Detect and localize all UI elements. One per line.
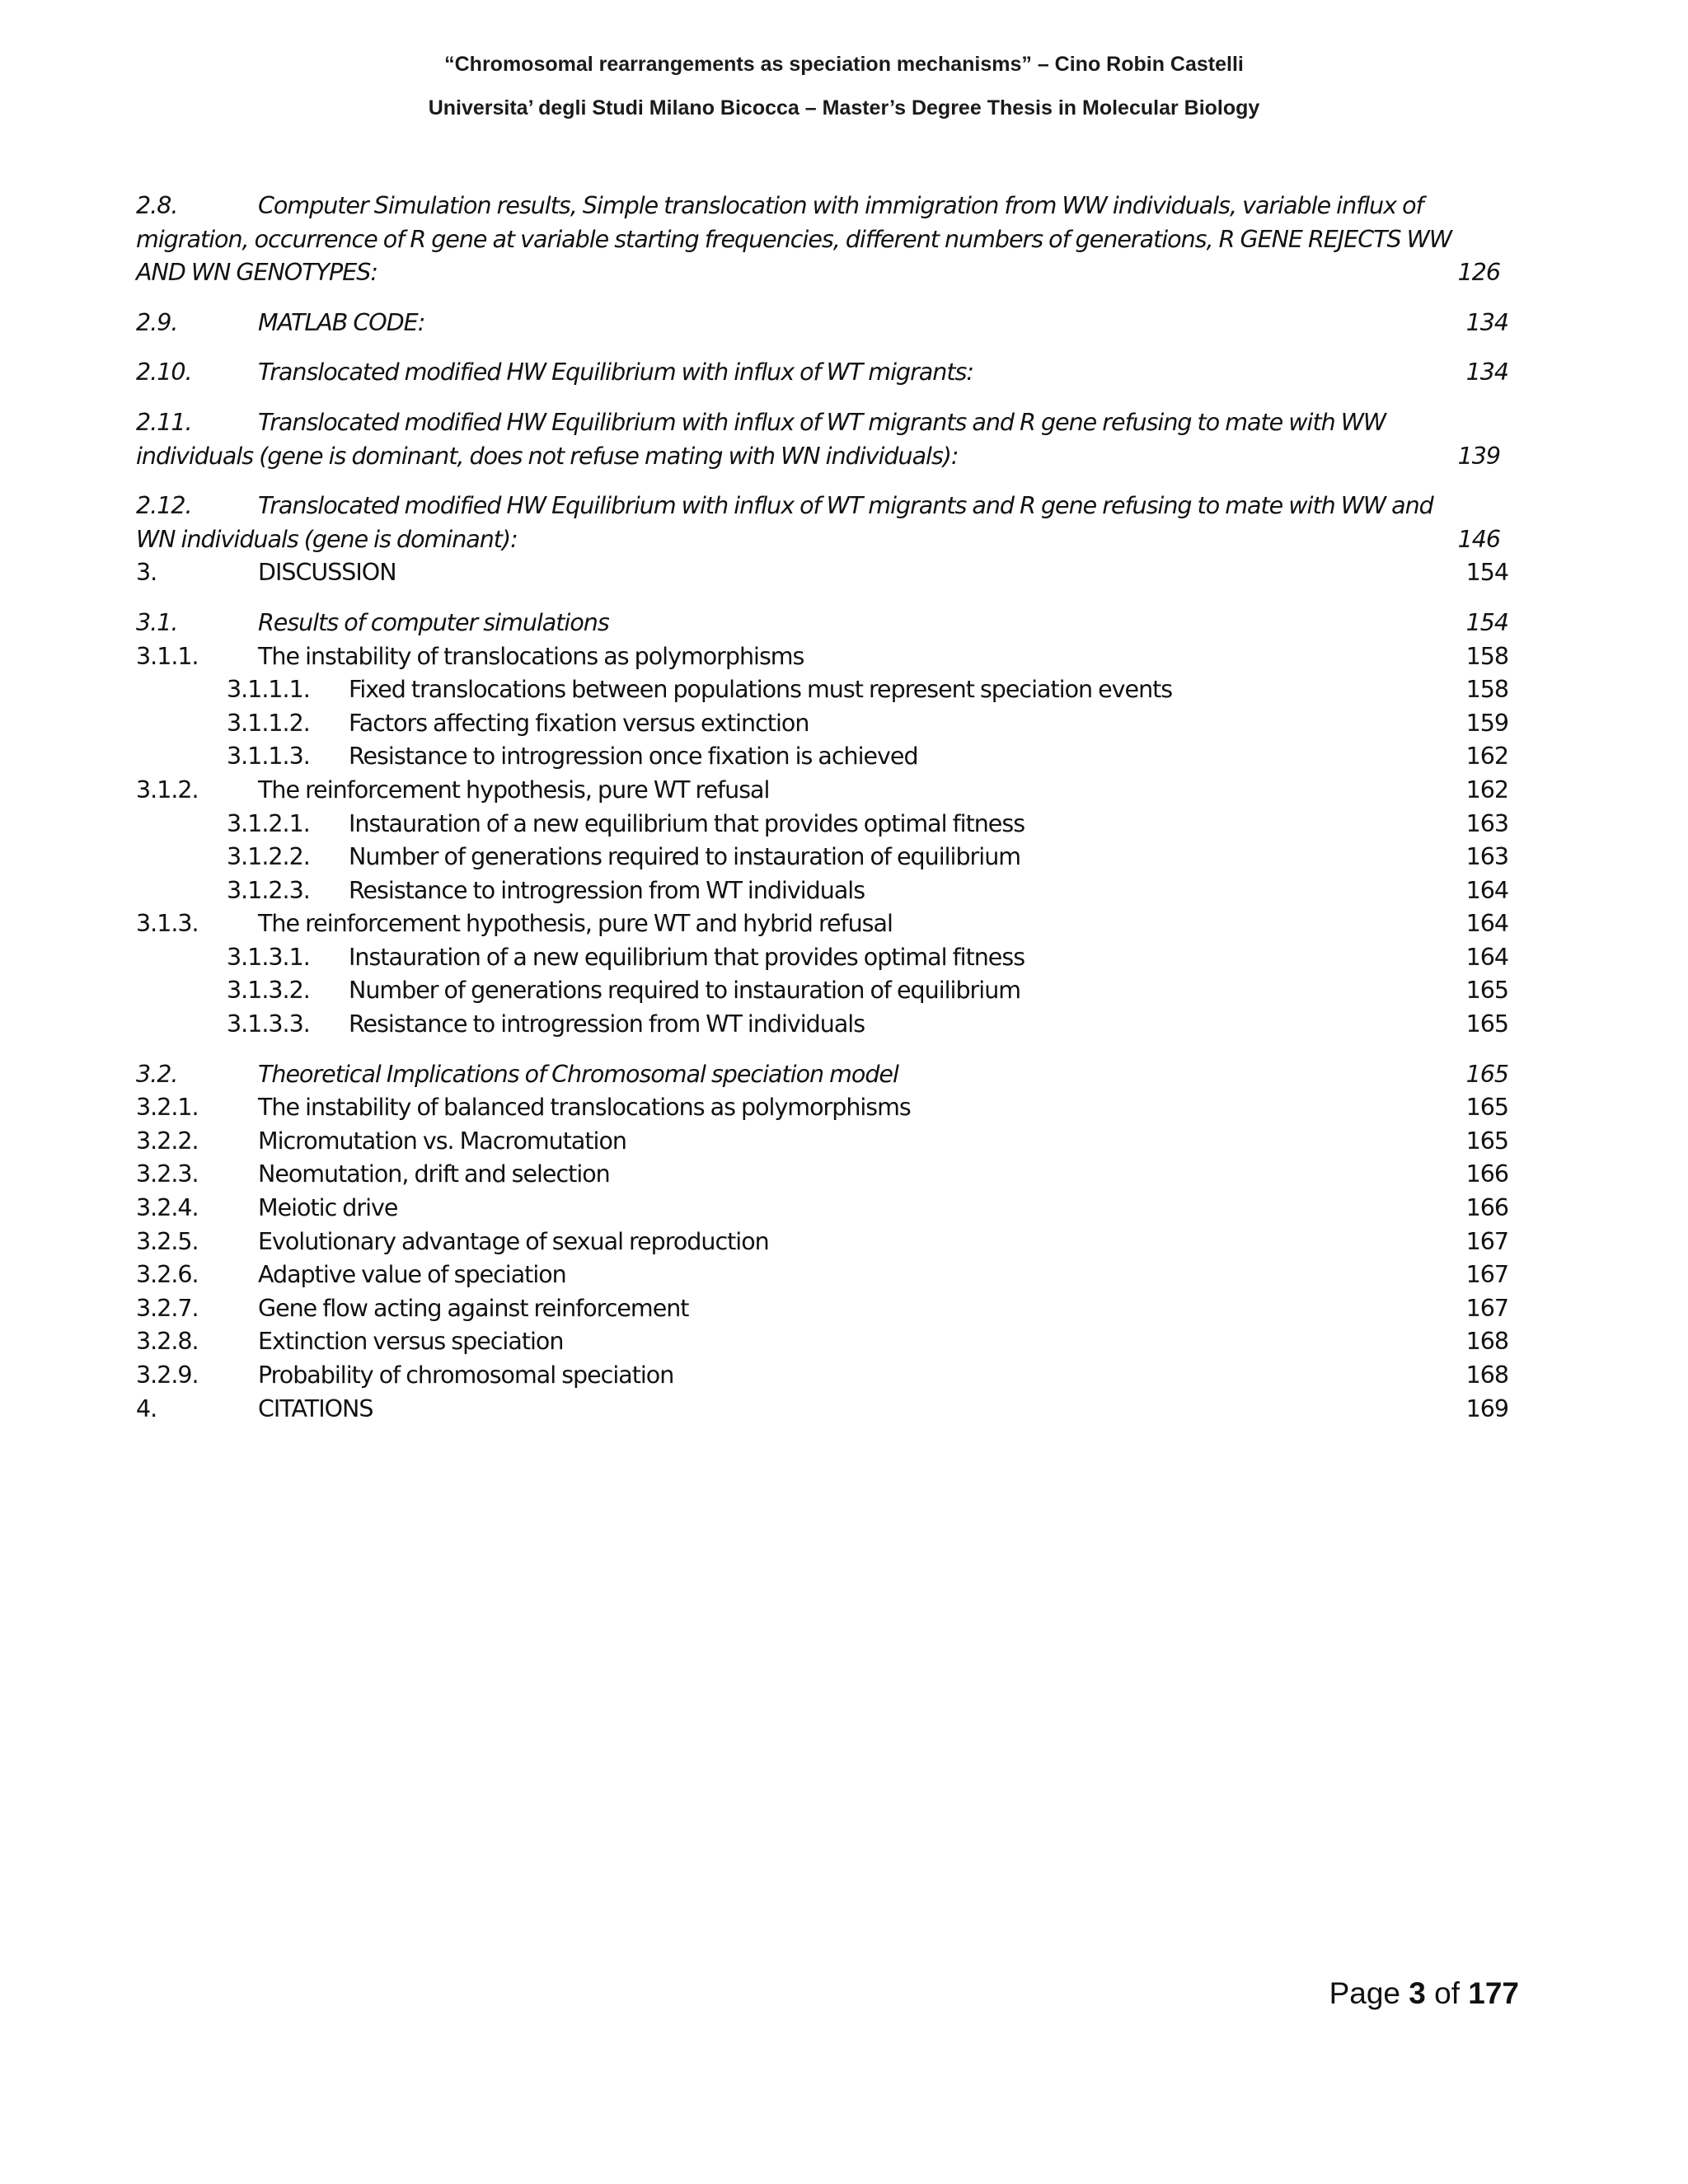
toc-title: The instability of translocations as polymorphisms — [258, 642, 804, 670]
toc-page-number: 165 — [1465, 1094, 1508, 1122]
toc-page-number: 162 — [1465, 776, 1508, 804]
toc-number: 3.2.9. — [136, 1361, 199, 1389]
toc-page-number: 168 — [1465, 1328, 1508, 1356]
toc-entry-3-1-1[interactable] — [136, 640, 1508, 674]
toc-number: 2.9. — [136, 308, 178, 336]
toc-page-number: 165 — [1465, 1010, 1508, 1038]
toc-page-number: 168 — [1465, 1361, 1508, 1389]
toc-page-number: 165 — [1465, 977, 1508, 1005]
toc-title: CITATIONS — [258, 1394, 373, 1422]
toc-entry-3-2-5[interactable] — [136, 1226, 1508, 1259]
toc-entry-3-1-3[interactable] — [136, 907, 1508, 941]
toc-entry-2-9[interactable] — [136, 307, 1508, 340]
toc-page-number: 126 — [1457, 259, 1500, 287]
toc-entry-3-1-3-2[interactable] — [136, 974, 1508, 1008]
toc-title: Resistance to introgression from WT individuals — [349, 876, 865, 904]
toc-title-continued: migration, occurrence of R gene at variable starting frequencies, different numbers of generations, R GENE REJECTS WW — [136, 225, 1452, 253]
total-pages: 177 — [1468, 1976, 1519, 2010]
toc-entry-2-10[interactable] — [136, 356, 1508, 390]
toc-entry-3-1-3-3[interactable] — [136, 1008, 1508, 1042]
toc-title: Theoretical Implications of Chromosomal speciation model — [258, 1060, 898, 1088]
toc-page-number: 134 — [1465, 308, 1508, 336]
toc-number: 2.11. — [136, 408, 192, 436]
toc-title: MATLAB CODE: — [258, 308, 425, 336]
toc-number: 3.2.5. — [136, 1227, 199, 1255]
toc-entry-3-2-1[interactable] — [136, 1091, 1508, 1125]
toc-number: 3.2.3. — [136, 1160, 199, 1188]
toc-title: Number of generations required to instauration of equilibrium — [349, 977, 1021, 1005]
toc-title-continued: WN individuals (gene is dominant): — [136, 525, 518, 553]
toc-title: DISCUSSION — [258, 559, 396, 587]
toc-entry-3-2-2[interactable] — [136, 1125, 1508, 1159]
toc-number: 2.12. — [136, 492, 192, 520]
toc-entry-2-12[interactable] — [136, 490, 1508, 556]
toc-entry-3-1-2-1[interactable] — [136, 808, 1508, 841]
page-of-label: of — [1434, 1976, 1460, 2010]
toc-entry-3-2-9[interactable] — [136, 1359, 1508, 1393]
toc-number: 3.2.6. — [136, 1261, 199, 1289]
toc-entry-3-1-1-2[interactable] — [136, 707, 1508, 741]
toc-page-number: 139 — [1457, 442, 1500, 470]
toc-title: Translocated modified HW Equilibrium with influx of WT migrants and R gene refusing to mate with WW and — [258, 492, 1433, 520]
toc-title: Resistance to introgression once fixation is achieved — [349, 743, 918, 771]
toc-page-number: 163 — [1465, 809, 1508, 837]
toc-entry-2-11[interactable] — [136, 406, 1508, 473]
toc-title-continued: individuals (gene is dominant, does not refuse mating with WN individuals): — [136, 442, 959, 470]
toc-number: 3.2.1. — [136, 1094, 199, 1122]
toc-title: Fixed translocations between populations must represent speciation events — [349, 676, 1173, 704]
toc-page-number: 154 — [1465, 559, 1508, 587]
toc-number: 3.1.1.3. — [227, 743, 310, 771]
toc-number: 2.8. — [136, 192, 178, 219]
toc-title: Probability of chromosomal speciation — [258, 1361, 674, 1389]
toc-page-number: 166 — [1465, 1194, 1508, 1222]
table-of-contents — [136, 190, 1508, 1426]
toc-title: Translocated modified HW Equilibrium with influx of WT migrants: — [258, 359, 973, 387]
toc-title: Micromutation vs. Macromutation — [258, 1127, 626, 1155]
toc-entry-3-1-2[interactable] — [136, 774, 1508, 808]
toc-entry-3-1-3-1[interactable] — [136, 941, 1508, 975]
toc-page-number: 164 — [1465, 910, 1508, 938]
toc-title: The reinforcement hypothesis, pure WT and hybrid refusal — [258, 910, 893, 938]
toc-entry-3-1[interactable] — [136, 607, 1508, 640]
toc-page-number: 154 — [1465, 608, 1508, 636]
toc-number: 3. — [136, 559, 157, 587]
page-counter — [1329, 1976, 1519, 2011]
toc-entry-3-2-4[interactable] — [136, 1192, 1508, 1226]
toc-page-number: 166 — [1465, 1160, 1508, 1188]
toc-page-number: 164 — [1465, 943, 1508, 971]
toc-number: 4. — [136, 1394, 157, 1422]
toc-title: Number of generations required to instauration of equilibrium — [349, 843, 1021, 871]
current-page: 3 — [1409, 1976, 1426, 2010]
toc-title: Results of computer simulations — [258, 608, 609, 636]
toc-title: The reinforcement hypothesis, pure WT refusal — [258, 776, 770, 804]
toc-page-number: 167 — [1465, 1294, 1508, 1322]
toc-page-number: 167 — [1465, 1227, 1508, 1255]
page-label: Page — [1329, 1976, 1400, 2010]
toc-page-number: 158 — [1465, 676, 1508, 704]
toc-title: Adaptive value of speciation — [258, 1261, 566, 1289]
toc-page-number: 165 — [1465, 1060, 1508, 1088]
toc-page-number: 162 — [1465, 743, 1508, 771]
toc-title: Translocated modified HW Equilibrium with influx of WT migrants and R gene refusing to mate with WW — [258, 408, 1386, 436]
toc-page-number: 159 — [1465, 709, 1508, 737]
toc-entry-3-1-1-3[interactable] — [136, 740, 1508, 774]
toc-number: 2.10. — [136, 359, 192, 387]
toc-title-continued: AND WN GENOTYPES: — [136, 259, 377, 287]
toc-number: 3.1.3.3. — [227, 1010, 310, 1038]
toc-title: Instauration of a new equilibrium that provides optimal fitness — [349, 943, 1025, 971]
toc-number: 3.1.1.2. — [227, 709, 310, 737]
toc-title: Evolutionary advantage of sexual reproduction — [258, 1227, 769, 1255]
toc-number: 3.2.7. — [136, 1294, 199, 1322]
toc-title: Gene flow acting against reinforcement — [258, 1294, 689, 1322]
toc-number: 3.2.4. — [136, 1194, 199, 1222]
toc-number: 3.1.3.1. — [227, 943, 310, 971]
toc-entry-2-8[interactable] — [136, 190, 1508, 290]
toc-number: 3.1.2.3. — [227, 876, 310, 904]
toc-title: Extinction versus speciation — [258, 1328, 564, 1356]
toc-page-number: 165 — [1465, 1127, 1508, 1155]
toc-page-number: 164 — [1465, 876, 1508, 904]
toc-title: Neomutation, drift and selection — [258, 1160, 610, 1188]
toc-number: 3.1.1. — [136, 642, 199, 670]
toc-title: Resistance to introgression from WT individuals — [349, 1010, 865, 1038]
toc-title: Computer Simulation results, Simple translocation with immigration from WW individuals, variable influx of — [258, 192, 1423, 219]
toc-number: 3.2.8. — [136, 1328, 199, 1356]
toc-number: 3.2. — [136, 1060, 178, 1088]
toc-page-number: 163 — [1465, 843, 1508, 871]
toc-entry-3-1-2-2[interactable] — [136, 841, 1508, 874]
header-title: “Chromosomal rearrangements as speciation mechanisms” – Cino Robin Castelli — [444, 53, 1244, 76]
toc-number: 3.1.3. — [136, 910, 199, 938]
toc-number: 3.2.2. — [136, 1127, 199, 1155]
toc-page-number: 169 — [1465, 1394, 1508, 1422]
toc-page-number: 158 — [1465, 642, 1508, 670]
toc-title: Instauration of a new equilibrium that provides optimal fitness — [349, 809, 1025, 837]
toc-number: 3.1.3.2. — [227, 977, 310, 1005]
toc-number: 3.1. — [136, 608, 178, 636]
toc-page-number: 167 — [1465, 1261, 1508, 1289]
toc-entry-3-2-7[interactable] — [136, 1292, 1508, 1326]
toc-entry-4[interactable] — [136, 1393, 1508, 1427]
toc-entry-3-1-1-1[interactable] — [136, 673, 1508, 707]
toc-page-number: 134 — [1465, 359, 1508, 387]
toc-number: 3.1.2.1. — [227, 809, 310, 837]
toc-entry-3-2[interactable] — [136, 1058, 1508, 1092]
toc-entry-3-2-3[interactable] — [136, 1158, 1508, 1192]
toc-page-number: 146 — [1457, 525, 1500, 553]
toc-title: Factors affecting fixation versus extinction — [349, 709, 809, 737]
toc-number: 3.1.1.1. — [227, 676, 310, 704]
toc-entry-3[interactable] — [136, 556, 1508, 590]
toc-title: Meiotic drive — [258, 1194, 398, 1222]
header-subtitle: Universita’ degli Studi Milano Bicocca – Master’s Degree Thesis in Molecular Biology — [428, 96, 1260, 120]
toc-entry-3-2-6[interactable] — [136, 1258, 1508, 1292]
toc-title: The instability of balanced translocations as polymorphisms — [258, 1094, 911, 1122]
toc-number: 3.1.2. — [136, 776, 199, 804]
toc-number: 3.1.2.2. — [227, 843, 310, 871]
toc-entry-3-2-8[interactable] — [136, 1325, 1508, 1359]
toc-entry-3-1-2-3[interactable] — [136, 874, 1508, 908]
